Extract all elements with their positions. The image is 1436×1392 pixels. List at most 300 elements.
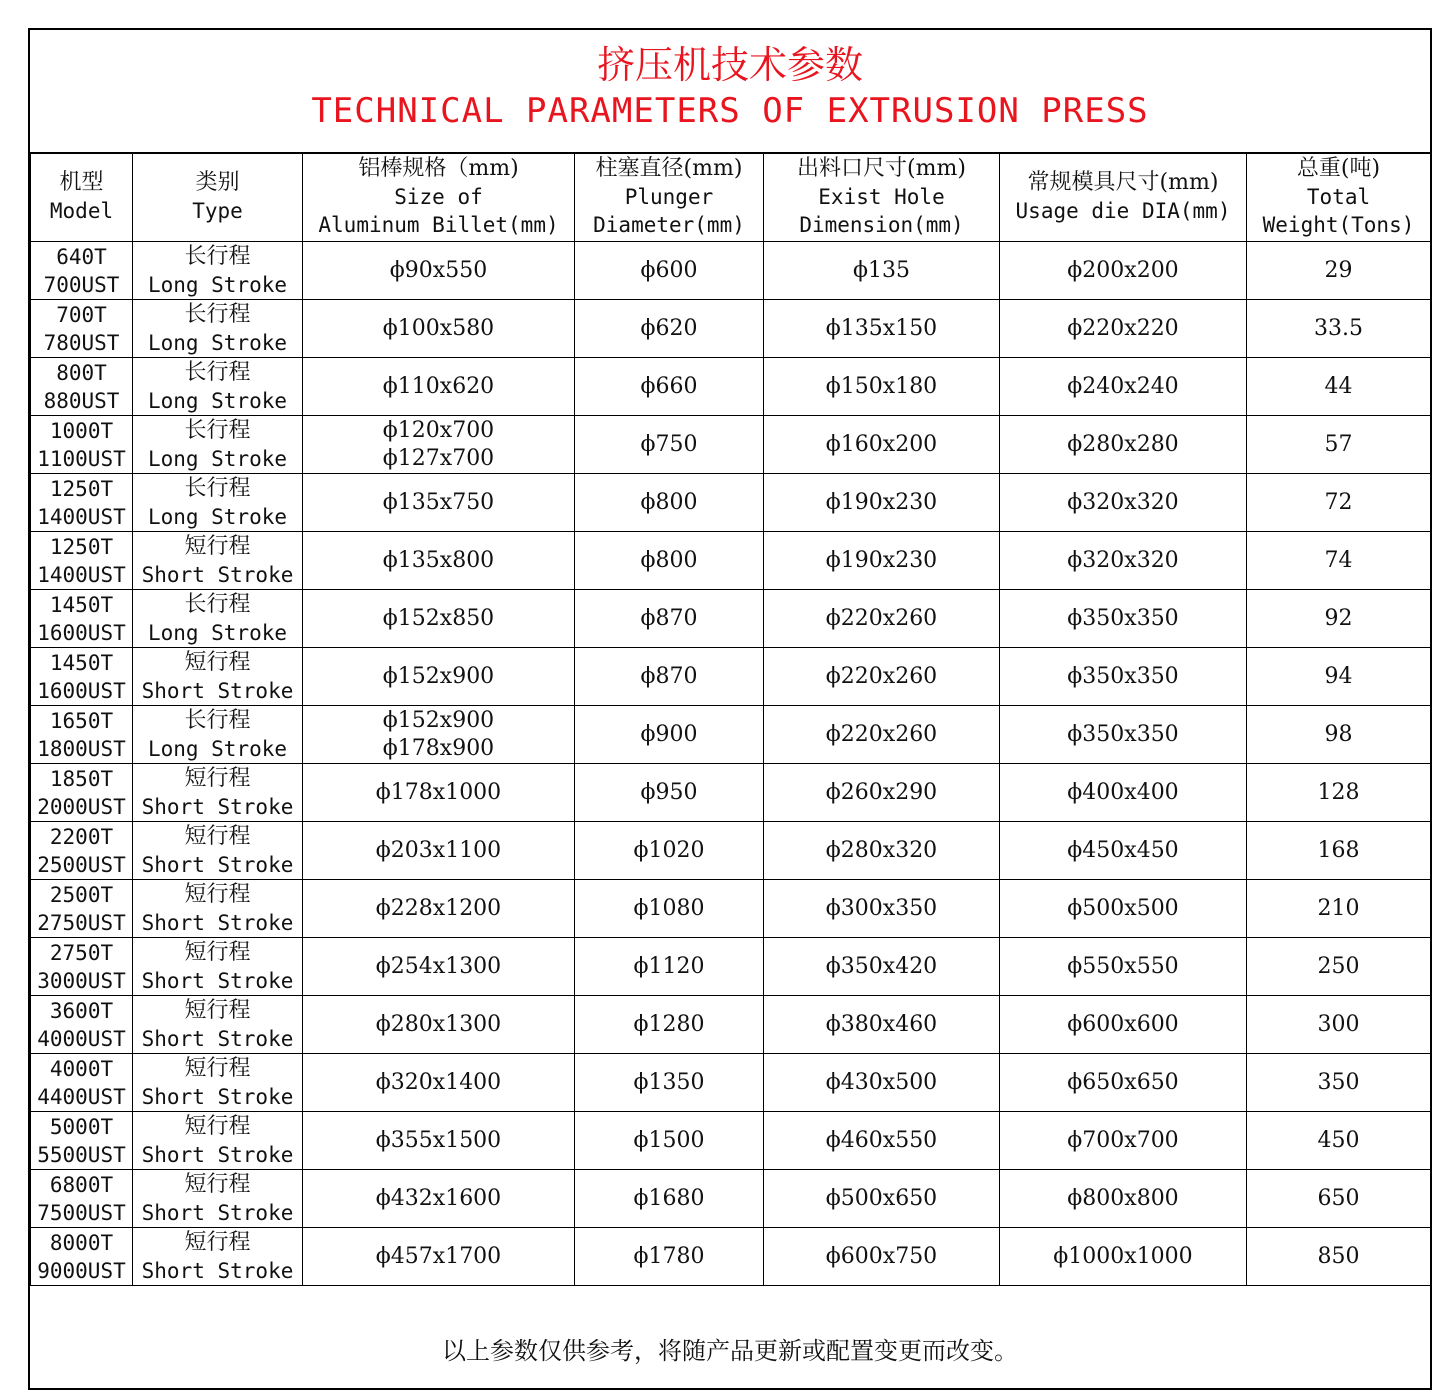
- model-value: 1250T: [49, 476, 114, 501]
- die-cell: [1000, 880, 1247, 938]
- type-cn: 长行程: [184, 301, 251, 327]
- die-cell: [1000, 1170, 1247, 1228]
- billet-cell: [303, 822, 575, 880]
- die-value: ϕ550x550: [1067, 953, 1179, 979]
- weight-cell: [1247, 938, 1431, 996]
- header-label-cn: 铝棒规格（mm): [358, 156, 519, 181]
- plunger-cell: [575, 590, 764, 648]
- billet-value: ϕ90x550: [389, 257, 488, 283]
- plunger-cell: [575, 1112, 764, 1170]
- die-value: ϕ800x800: [1067, 1185, 1179, 1211]
- table-row: [31, 532, 1431, 590]
- billet-cell: [303, 358, 575, 416]
- die-value: ϕ200x200: [1067, 257, 1179, 283]
- model-cell: [31, 1228, 133, 1286]
- billet-cell: [303, 1170, 575, 1228]
- type-en: Short Stroke: [141, 910, 294, 935]
- table-row: [31, 1112, 1431, 1170]
- billet-value: ϕ432x1600: [375, 1185, 502, 1211]
- hole-value: ϕ150x180: [825, 373, 938, 399]
- model-value: 1400UST: [37, 562, 126, 587]
- billet-value: ϕ254x1300: [375, 953, 502, 979]
- weight-value: 210: [1317, 895, 1360, 921]
- die-value: ϕ1000x1000: [1053, 1243, 1193, 1269]
- hole-value: ϕ260x290: [825, 779, 938, 805]
- plunger-cell: [575, 996, 764, 1054]
- type-en: Long Stroke: [147, 620, 288, 645]
- type-cn: 短行程: [184, 1229, 251, 1255]
- type-cn: 长行程: [184, 591, 251, 617]
- type-cn: 短行程: [184, 881, 251, 907]
- table-row: [31, 590, 1431, 648]
- weight-value: 850: [1317, 1243, 1360, 1269]
- model-value: 880UST: [43, 388, 120, 413]
- billet-cell: [303, 996, 575, 1054]
- header-label-en: Exist Hole: [818, 185, 945, 209]
- model-value: 1450T: [49, 592, 114, 617]
- type-en: Long Stroke: [147, 272, 288, 297]
- weight-cell: [1247, 648, 1431, 706]
- header-label-en: Model: [49, 199, 114, 223]
- plunger-value: ϕ1280: [633, 1011, 705, 1037]
- billet-cell: [303, 242, 575, 300]
- billet-cell: [303, 938, 575, 996]
- model-value: 640T: [56, 244, 107, 269]
- header-label-en: Size of: [394, 185, 483, 209]
- plunger-value: ϕ1680: [633, 1185, 705, 1211]
- die-cell: [1000, 358, 1247, 416]
- weight-value: 128: [1317, 779, 1360, 805]
- weight-cell: [1247, 532, 1431, 590]
- hole-value: ϕ350x420: [825, 953, 938, 979]
- die-value: ϕ240x240: [1067, 373, 1179, 399]
- column-header: [575, 153, 764, 242]
- weight-cell: [1247, 706, 1431, 764]
- plunger-cell: [575, 474, 764, 532]
- die-cell: [1000, 764, 1247, 822]
- plunger-cell: [575, 880, 764, 938]
- model-cell: [31, 242, 133, 300]
- type-cell: [133, 938, 303, 996]
- hole-value: ϕ220x260: [825, 721, 938, 747]
- plunger-cell: [575, 416, 764, 474]
- type-cn: 短行程: [184, 823, 251, 849]
- hole-cell: [764, 300, 1000, 358]
- table-row: [31, 416, 1431, 474]
- die-cell: [1000, 1112, 1247, 1170]
- model-cell: [31, 416, 133, 474]
- die-value: ϕ500x500: [1067, 895, 1179, 921]
- plunger-value: ϕ800: [640, 489, 698, 515]
- die-cell: [1000, 1228, 1247, 1286]
- plunger-cell: [575, 532, 764, 590]
- header-label-en: Weight(Tons): [1262, 213, 1415, 237]
- plunger-value: ϕ900: [640, 721, 698, 747]
- type-en: Long Stroke: [147, 330, 288, 355]
- model-value: 1650T: [49, 708, 114, 733]
- weight-value: 94: [1324, 663, 1353, 689]
- model-value: 2750UST: [37, 910, 126, 935]
- type-en: Long Stroke: [147, 736, 288, 761]
- model-value: 1450T: [49, 650, 114, 675]
- table-row: [31, 938, 1431, 996]
- die-value: ϕ400x400: [1067, 779, 1179, 805]
- model-value: 2750T: [49, 940, 114, 965]
- type-cn: 短行程: [184, 1113, 251, 1139]
- header-label-cn: 机型: [59, 170, 104, 195]
- hole-cell: [764, 242, 1000, 300]
- model-value: 3000UST: [37, 968, 126, 993]
- type-en: Short Stroke: [141, 852, 294, 877]
- type-cn: 短行程: [184, 533, 251, 559]
- die-value: ϕ220x220: [1067, 315, 1179, 341]
- column-header: [1247, 153, 1431, 242]
- table-header: [31, 153, 1431, 242]
- header-label-cn: 出料口尺寸(mm): [797, 156, 966, 181]
- die-cell: [1000, 242, 1247, 300]
- table-row: [31, 1170, 1431, 1228]
- header-label-cn: 类别: [195, 170, 240, 195]
- type-en: Long Stroke: [147, 388, 288, 413]
- type-cn: 短行程: [184, 1171, 251, 1197]
- weight-cell: [1247, 764, 1431, 822]
- type-cell: [133, 358, 303, 416]
- model-cell: [31, 474, 133, 532]
- weight-cell: [1247, 1054, 1431, 1112]
- hole-value: ϕ135: [853, 257, 910, 283]
- title-block: [30, 30, 1430, 154]
- model-value: 1250T: [49, 534, 114, 559]
- type-cell: [133, 706, 303, 764]
- header-label-cn: 常规模具尺寸(mm): [1027, 170, 1219, 195]
- header-label-cn: 总重(吨): [1296, 156, 1381, 181]
- billet-value: ϕ127x700: [382, 445, 495, 471]
- model-cell: [31, 822, 133, 880]
- plunger-cell: [575, 358, 764, 416]
- model-cell: [31, 648, 133, 706]
- billet-value: ϕ135x750: [382, 489, 495, 515]
- header-label-en: Usage die DIA(mm): [1015, 199, 1231, 223]
- hole-cell: [764, 880, 1000, 938]
- billet-value: ϕ100x580: [382, 315, 495, 341]
- die-value: ϕ650x650: [1067, 1069, 1179, 1095]
- hole-cell: [764, 532, 1000, 590]
- hole-cell: [764, 938, 1000, 996]
- plunger-cell: [575, 648, 764, 706]
- type-cn: 长行程: [184, 417, 251, 443]
- type-cell: [133, 822, 303, 880]
- model-value: 1800UST: [37, 736, 126, 761]
- table-row: [31, 706, 1431, 764]
- billet-value: ϕ152x850: [382, 605, 495, 631]
- plunger-value: ϕ1500: [633, 1127, 705, 1153]
- billet-value: ϕ203x1100: [375, 837, 502, 863]
- type-cn: 长行程: [184, 707, 251, 733]
- model-cell: [31, 1054, 133, 1112]
- die-value: ϕ350x350: [1067, 605, 1179, 631]
- die-value: ϕ320x320: [1067, 547, 1179, 573]
- hole-value: ϕ500x650: [825, 1185, 938, 1211]
- billet-cell: [303, 648, 575, 706]
- billet-cell: [303, 474, 575, 532]
- type-cn: 短行程: [184, 1055, 251, 1081]
- model-cell: [31, 1112, 133, 1170]
- type-cn: 长行程: [184, 243, 251, 269]
- weight-value: 168: [1317, 837, 1360, 863]
- type-cell: [133, 590, 303, 648]
- plunger-value: ϕ600: [640, 257, 698, 283]
- die-value: ϕ450x450: [1067, 837, 1179, 863]
- model-value: 2500T: [49, 882, 114, 907]
- weight-cell: [1247, 880, 1431, 938]
- model-cell: [31, 532, 133, 590]
- type-cn: 短行程: [184, 765, 251, 791]
- table-row: [31, 474, 1431, 532]
- model-cell: [31, 706, 133, 764]
- hole-value: ϕ220x260: [825, 663, 938, 689]
- table-row: [31, 1228, 1431, 1286]
- weight-cell: [1247, 242, 1431, 300]
- table-row: [31, 996, 1431, 1054]
- hole-cell: [764, 1170, 1000, 1228]
- billet-value: ϕ228x1200: [375, 895, 502, 921]
- die-cell: [1000, 648, 1247, 706]
- hole-value: ϕ190x230: [825, 489, 938, 515]
- hole-cell: [764, 1054, 1000, 1112]
- spec-sheet: [28, 28, 1432, 1390]
- weight-value: 650: [1317, 1185, 1360, 1211]
- model-value: 1600UST: [37, 620, 126, 645]
- billet-cell: [303, 880, 575, 938]
- header-label-cn: 柱塞直径(mm): [595, 156, 743, 181]
- weight-value: 57: [1324, 431, 1353, 457]
- hole-cell: [764, 590, 1000, 648]
- weight-cell: [1247, 590, 1431, 648]
- model-value: 4000T: [49, 1056, 114, 1081]
- type-cell: [133, 1054, 303, 1112]
- hole-cell: [764, 1228, 1000, 1286]
- billet-value: ϕ135x800: [382, 547, 495, 573]
- type-en: Short Stroke: [141, 1142, 294, 1167]
- hole-value: ϕ190x230: [825, 547, 938, 573]
- weight-cell: [1247, 1170, 1431, 1228]
- weight-cell: [1247, 300, 1431, 358]
- model-cell: [31, 358, 133, 416]
- type-cell: [133, 880, 303, 938]
- weight-cell: [1247, 474, 1431, 532]
- billet-value: ϕ152x900: [382, 707, 495, 733]
- model-value: 8000T: [49, 1230, 114, 1255]
- plunger-cell: [575, 242, 764, 300]
- model-value: 2500UST: [37, 852, 126, 877]
- plunger-cell: [575, 938, 764, 996]
- hole-value: ϕ220x260: [825, 605, 938, 631]
- billet-value: ϕ178x1000: [375, 779, 502, 805]
- hole-cell: [764, 764, 1000, 822]
- model-value: 6800T: [49, 1172, 114, 1197]
- billet-cell: [303, 1112, 575, 1170]
- header-label-en: Aluminum Billet(mm): [318, 213, 559, 237]
- billet-cell: [303, 590, 575, 648]
- billet-cell: [303, 416, 575, 474]
- model-value: 2200T: [49, 824, 114, 849]
- column-header: [133, 153, 303, 242]
- billet-value: ϕ110x620: [382, 373, 495, 399]
- plunger-value: ϕ620: [640, 315, 698, 341]
- type-en: Short Stroke: [141, 1026, 294, 1051]
- die-value: ϕ280x280: [1067, 431, 1179, 457]
- weight-value: 72: [1324, 489, 1353, 515]
- header-label-en: Total: [1306, 185, 1371, 209]
- type-cell: [133, 474, 303, 532]
- type-en: Long Stroke: [147, 446, 288, 471]
- type-cn: 短行程: [184, 997, 251, 1023]
- hole-cell: [764, 648, 1000, 706]
- plunger-value: ϕ950: [640, 779, 698, 805]
- table-row: [31, 300, 1431, 358]
- model-value: 1400UST: [37, 504, 126, 529]
- plunger-value: ϕ660: [640, 373, 698, 399]
- die-cell: [1000, 706, 1247, 764]
- table-row: [31, 880, 1431, 938]
- plunger-value: ϕ750: [640, 431, 698, 457]
- hole-value: ϕ380x460: [825, 1011, 938, 1037]
- header-label-en: Diameter(mm): [593, 213, 745, 237]
- weight-value: 98: [1324, 721, 1353, 747]
- table-row: [31, 822, 1431, 880]
- die-cell: [1000, 822, 1247, 880]
- model-value: 3600T: [49, 998, 114, 1023]
- billet-cell: [303, 300, 575, 358]
- type-cell: [133, 1228, 303, 1286]
- model-value: 7500UST: [37, 1200, 126, 1225]
- plunger-cell: [575, 706, 764, 764]
- die-cell: [1000, 474, 1247, 532]
- title-chinese: 挤压机技术参数: [596, 43, 863, 87]
- model-cell: [31, 590, 133, 648]
- hole-cell: [764, 706, 1000, 764]
- column-header: [1000, 153, 1247, 242]
- die-cell: [1000, 532, 1247, 590]
- column-header: [764, 153, 1000, 242]
- billet-value: ϕ320x1400: [375, 1069, 502, 1095]
- die-cell: [1000, 300, 1247, 358]
- hole-cell: [764, 822, 1000, 880]
- column-header: [31, 153, 133, 242]
- plunger-cell: [575, 1228, 764, 1286]
- plunger-value: ϕ1350: [633, 1069, 705, 1095]
- header-label-en: Type: [192, 199, 243, 223]
- type-cell: [133, 1112, 303, 1170]
- type-cell: [133, 532, 303, 590]
- header-label-en: Plunger: [624, 185, 714, 209]
- hole-value: ϕ160x200: [825, 431, 938, 457]
- type-cell: [133, 648, 303, 706]
- parameters-table: [30, 152, 1431, 1286]
- type-en: Short Stroke: [141, 794, 294, 819]
- model-value: 4000UST: [37, 1026, 126, 1051]
- plunger-value: ϕ870: [640, 605, 698, 631]
- type-en: Short Stroke: [141, 1258, 294, 1283]
- die-value: ϕ320x320: [1067, 489, 1179, 515]
- model-cell: [31, 996, 133, 1054]
- hole-value: ϕ460x550: [825, 1127, 938, 1153]
- model-value: 9000UST: [37, 1258, 126, 1283]
- model-value: 5500UST: [37, 1142, 126, 1167]
- plunger-cell: [575, 822, 764, 880]
- die-cell: [1000, 590, 1247, 648]
- type-cell: [133, 416, 303, 474]
- model-value: 4400UST: [37, 1084, 126, 1109]
- model-cell: [31, 938, 133, 996]
- model-value: 1600UST: [37, 678, 126, 703]
- die-value: ϕ600x600: [1067, 1011, 1179, 1037]
- die-cell: [1000, 416, 1247, 474]
- die-value: ϕ700x700: [1067, 1127, 1179, 1153]
- model-value: 2000UST: [37, 794, 126, 819]
- model-cell: [31, 880, 133, 938]
- plunger-value: ϕ800: [640, 547, 698, 573]
- plunger-value: ϕ1080: [633, 895, 705, 921]
- hole-value: ϕ600x750: [825, 1243, 938, 1269]
- weight-cell: [1247, 822, 1431, 880]
- type-cell: [133, 996, 303, 1054]
- header-row: [31, 153, 1431, 242]
- die-value: ϕ350x350: [1067, 663, 1179, 689]
- table-row: [31, 764, 1431, 822]
- model-value: 1000T: [49, 418, 114, 443]
- hole-value: ϕ135x150: [825, 315, 938, 341]
- hole-value: ϕ300x350: [825, 895, 938, 921]
- billet-cell: [303, 1054, 575, 1112]
- plunger-cell: [575, 1054, 764, 1112]
- billet-cell: [303, 764, 575, 822]
- table-row: [31, 358, 1431, 416]
- column-header: [303, 153, 575, 242]
- model-value: 5000T: [49, 1114, 114, 1139]
- type-cn: 短行程: [184, 939, 251, 965]
- weight-value: 92: [1324, 605, 1353, 631]
- type-en: Short Stroke: [141, 562, 294, 587]
- billet-value: ϕ152x900: [382, 663, 495, 689]
- billet-value: ϕ355x1500: [375, 1127, 502, 1153]
- type-en: Short Stroke: [141, 968, 294, 993]
- plunger-value: ϕ1020: [633, 837, 705, 863]
- footer-note: 以上参数仅供参考，将随产品更新或配置变更而改变。: [442, 1336, 1018, 1365]
- weight-value: 450: [1317, 1127, 1360, 1153]
- hole-value: ϕ430x500: [825, 1069, 938, 1095]
- plunger-value: ϕ1780: [633, 1243, 705, 1269]
- weight-value: 250: [1317, 953, 1360, 979]
- weight-cell: [1247, 996, 1431, 1054]
- hole-value: ϕ280x320: [825, 837, 938, 863]
- table-row: [31, 242, 1431, 300]
- model-value: 700T: [56, 302, 107, 327]
- type-cell: [133, 242, 303, 300]
- plunger-cell: [575, 1170, 764, 1228]
- type-en: Short Stroke: [141, 1200, 294, 1225]
- type-cell: [133, 764, 303, 822]
- model-value: 1100UST: [37, 446, 126, 471]
- hole-cell: [764, 474, 1000, 532]
- model-cell: [31, 300, 133, 358]
- weight-cell: [1247, 1228, 1431, 1286]
- type-cn: 短行程: [184, 649, 251, 675]
- die-cell: [1000, 938, 1247, 996]
- model-value: 780UST: [43, 330, 120, 355]
- billet-cell: [303, 1228, 575, 1286]
- model-value: 700UST: [43, 272, 120, 297]
